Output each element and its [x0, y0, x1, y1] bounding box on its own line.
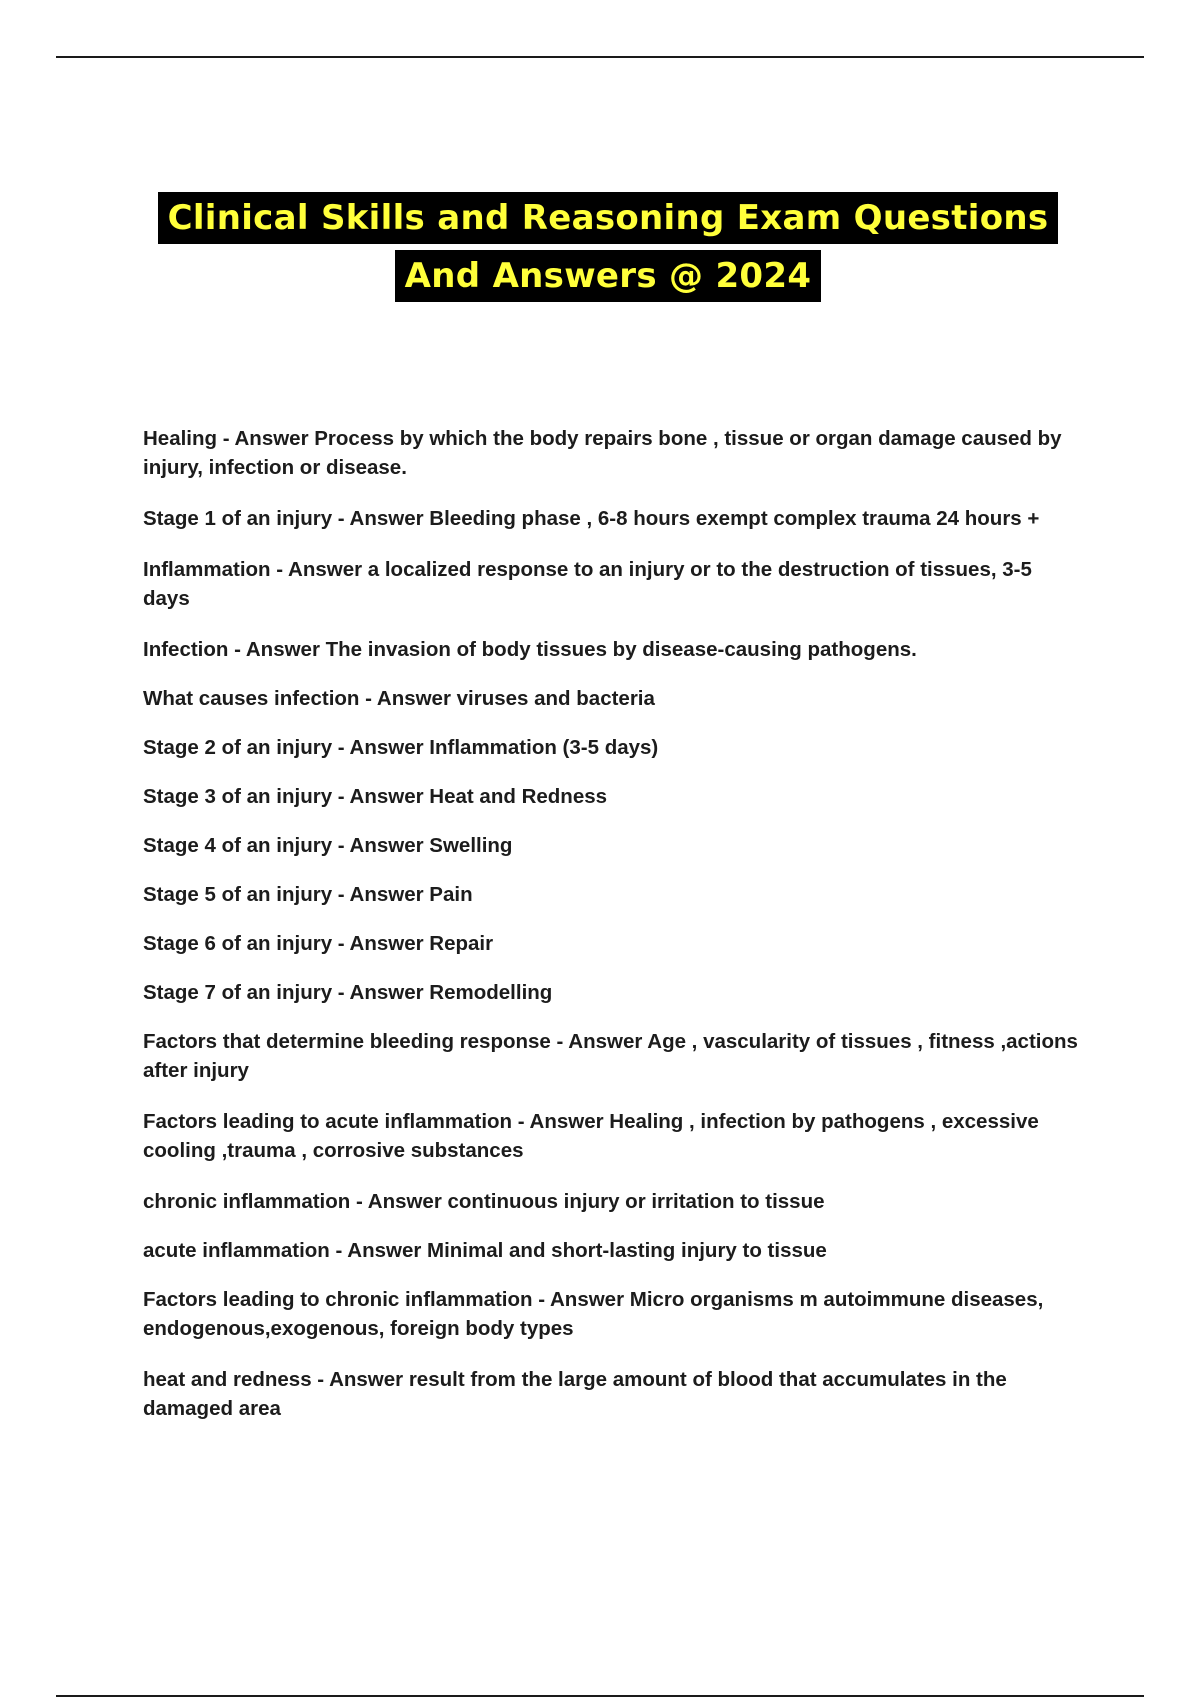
qa-item: heat and redness - Answer result from the large amount of blood that accumulates in the damaged area	[143, 1368, 1007, 1420]
qa-item: acute inflammation - Answer Minimal and short-lasting injury to tissue	[143, 1239, 827, 1262]
title-line-1: Clinical Skills and Reasoning Exam Questions	[158, 192, 1059, 244]
qa-item: chronic inflammation - Answer continuous injury or irritation to tissue	[143, 1190, 825, 1213]
qa-item: Stage 2 of an injury - Answer Inflammation (3-5 days)	[143, 736, 659, 759]
qa-item: Stage 7 of an injury - Answer Remodelling	[143, 981, 553, 1004]
qa-item: Factors that determine bleeding response - Answer Age , vascularity of tissues , fitness ,actions after injury	[143, 1030, 1078, 1082]
qa-list	[143, 424, 1083, 1423]
qa-item: Factors leading to acute inflammation - Answer Healing , infection by pathogens , excessive cooling ,trauma , corrosive substances	[143, 1110, 1039, 1162]
qa-item: Stage 1 of an injury - Answer Bleeding phase , 6-8 hours exempt complex trauma 24 hours +	[143, 507, 1040, 530]
qa-item: Infection - Answer The invasion of body tissues by disease-causing pathogens.	[143, 638, 917, 661]
document-title	[0, 192, 1200, 302]
top-divider	[56, 56, 1144, 58]
qa-item: Stage 3 of an injury - Answer Heat and Redness	[143, 785, 608, 808]
qa-item: Factors leading to chronic inflammation - Answer Micro organisms m autoimmune diseases, endogenous,exogenous, foreign body types	[143, 1288, 1044, 1340]
qa-item: What causes infection - Answer viruses and bacteria	[143, 687, 655, 710]
bottom-divider	[56, 1695, 1144, 1697]
qa-item: Inflammation - Answer a localized response to an injury or to the destruction of tissues, 3-5 days	[143, 558, 1032, 610]
title-line-2: And Answers @ 2024	[395, 250, 822, 302]
qa-item: Healing - Answer Process by which the body repairs bone , tissue or organ damage caused by injury, infection or disease.	[143, 427, 1062, 479]
qa-item: Stage 4 of an injury - Answer Swelling	[143, 834, 513, 857]
qa-item: Stage 6 of an injury - Answer Repair	[143, 932, 494, 955]
qa-item: Stage 5 of an injury - Answer Pain	[143, 883, 473, 906]
